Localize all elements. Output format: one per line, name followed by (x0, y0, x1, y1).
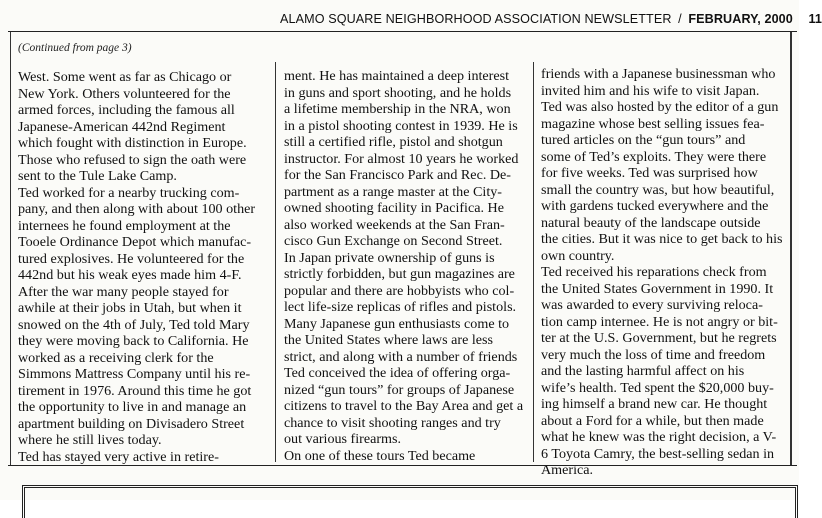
text-line: the opportunity to live in and manage an (18, 399, 247, 415)
text-line: After the war many people stayed for (18, 283, 229, 300)
text-line: out various firearms. (284, 431, 402, 447)
text-line: worked as a receiving clerk for the (18, 349, 214, 366)
text-line: tured articles on the “gun tours” and (541, 132, 746, 148)
text-line: popular and there are hobbyists who col- (284, 282, 515, 299)
text-line: friends with a Japanese businessman who (541, 66, 776, 82)
text-line: Ted has stayed very active in retire- (18, 448, 219, 465)
article-column-3 (541, 66, 787, 479)
newsletter-title: ALAMO SQUARE NEIGHBORHOOD ASSOCIATION NEWSLETTER (280, 12, 672, 26)
text-line: was awarded to every surviving reloca- (541, 297, 763, 313)
text-line: own country. (541, 247, 615, 264)
text-line: pany, and then along with about 100 other (18, 201, 256, 217)
next-article-box (22, 485, 798, 518)
text-line: West. Some went as far as Chicago or (18, 69, 232, 85)
page-header (280, 12, 822, 26)
text-line: 6 Toyota Camry, the best-selling sedan in (541, 445, 775, 462)
text-line: strictly forbidden, but gun magazines are (284, 266, 515, 282)
text-line: a lifetime membership in the NRA, won (284, 101, 511, 117)
text-line: citizens to travel to the Bay Area and get a (284, 398, 524, 414)
text-line: armed forces, including the famous all (18, 102, 235, 118)
text-line: cisco Gun Exchange on Second Street. (284, 233, 503, 249)
text-line: Simmons Mattress Company until his re- (18, 366, 251, 382)
text-line: Those who refused to sign the oath were (18, 151, 247, 168)
text-line: and the lasting harmful affect on his (541, 363, 745, 379)
text-line: magazine whose best selling issues fea- (541, 115, 765, 132)
text-line: Ted worked for a nearby trucking com- (18, 184, 240, 201)
text-line: instructor. For almost 10 years he worked (284, 150, 519, 167)
text-line: apartment building on Divisadero Street (18, 415, 245, 432)
text-line: the United States where laws are less (284, 332, 493, 348)
text-line: Japanese-American 442nd Regiment (18, 118, 226, 135)
text-line: with gardens tucked everywhere and the (541, 198, 769, 214)
text-line: where he still lives today. (18, 432, 162, 448)
text-line: Ted was also hosted by the editor of a gun (541, 99, 779, 115)
text-line: wife’s health. Ted spent the $20,000 buy- (541, 379, 774, 396)
text-line: Ted received his reparations check from (541, 264, 767, 280)
text-line: On one of these tours Ted became (284, 447, 476, 464)
text-line: still a certified rifle, pistol and shotgun (284, 134, 503, 150)
text-line: internees he found employment at the (18, 217, 231, 234)
text-line: the cities. But it was nice to get back to his (541, 231, 783, 247)
text-line: very much the loss of time and freedom (541, 346, 766, 363)
text-line: New York. Others volunteered for the (18, 85, 231, 102)
text-line: about a Ford for a while, but then made (541, 412, 764, 429)
text-line: the United States Government in 1990. It (541, 280, 774, 297)
text-line: what he knew was the right decision, a V- (541, 429, 777, 445)
text-line: in a pistol shooting contest in 1939. He is (284, 117, 518, 134)
text-line: Tooele Ordinance Depot which manufac- (18, 234, 252, 250)
column-divider (533, 62, 534, 462)
text-line: some of Ted’s exploits. They were there (541, 148, 767, 165)
text-line: awhile at their jobs in Utah, but when it (18, 300, 242, 316)
text-line: owned shooting facility in Pacifica. He (284, 200, 504, 216)
text-line: In Japan private ownership of guns is (284, 249, 495, 266)
text-line: they were moving back to California. He (18, 333, 249, 349)
footer-rule (8, 465, 797, 466)
text-line: sent to the Tule Lake Camp. (18, 168, 177, 184)
text-line: America. (541, 462, 594, 478)
text-line: tion camp internee. He is not angry or bit- (541, 313, 778, 330)
page-number: 11 (808, 12, 822, 26)
text-line: tirement in 1976. Around this time he got (18, 382, 252, 399)
text-line: Many Japanese gun enthusiasts come to (284, 315, 510, 332)
text-line: strict, and along with a number of friends (284, 348, 518, 365)
text-line: tured explosives. He volunteered for the (18, 250, 245, 267)
text-line: Ted conceived the idea of offering orga- (284, 365, 511, 381)
text-line: for the San Francisco Park and Rec. De- (284, 167, 511, 183)
text-line: natural beauty of the landscape outside (541, 214, 761, 231)
text-line: nized “gun tours” for groups of Japanese (284, 381, 515, 398)
text-line: invited him and his wife to visit Japan. (541, 82, 760, 99)
article-column-2 (284, 68, 534, 464)
issue-date: FEBRUARY, 2000 (688, 12, 793, 26)
text-line: ter at the U.S. Government, but he regrets (541, 330, 777, 346)
text-line: also worked weekends at the San Fran- (284, 216, 505, 233)
article-column-1 (18, 69, 273, 465)
text-line: in guns and sport shooting, and he holds (284, 84, 512, 101)
text-line: partment as a range master at the City- (284, 183, 502, 200)
header-separator: / (678, 12, 682, 26)
text-line: chance to visit shooting ranges and try (284, 414, 501, 431)
text-line: snowed on the 4th of July, Ted told Mary (18, 316, 250, 333)
text-line: 442nd but his weak eyes made him 4-F. (18, 267, 242, 283)
column-divider (275, 62, 276, 462)
continued-note: (Continued from page 3) (18, 42, 132, 54)
text-line: lect life-size replicas of rifles and pistols. (284, 299, 517, 315)
text-line: which fought with distinction in Europe. (18, 135, 247, 151)
text-line: for five weeks. Ted was surprised how (541, 165, 758, 181)
text-line: ing himself a brand new car. He thought (541, 396, 768, 412)
text-line: small the country was, but how beautiful, (541, 181, 775, 198)
text-line: ment. He has maintained a deep interest (284, 68, 510, 84)
